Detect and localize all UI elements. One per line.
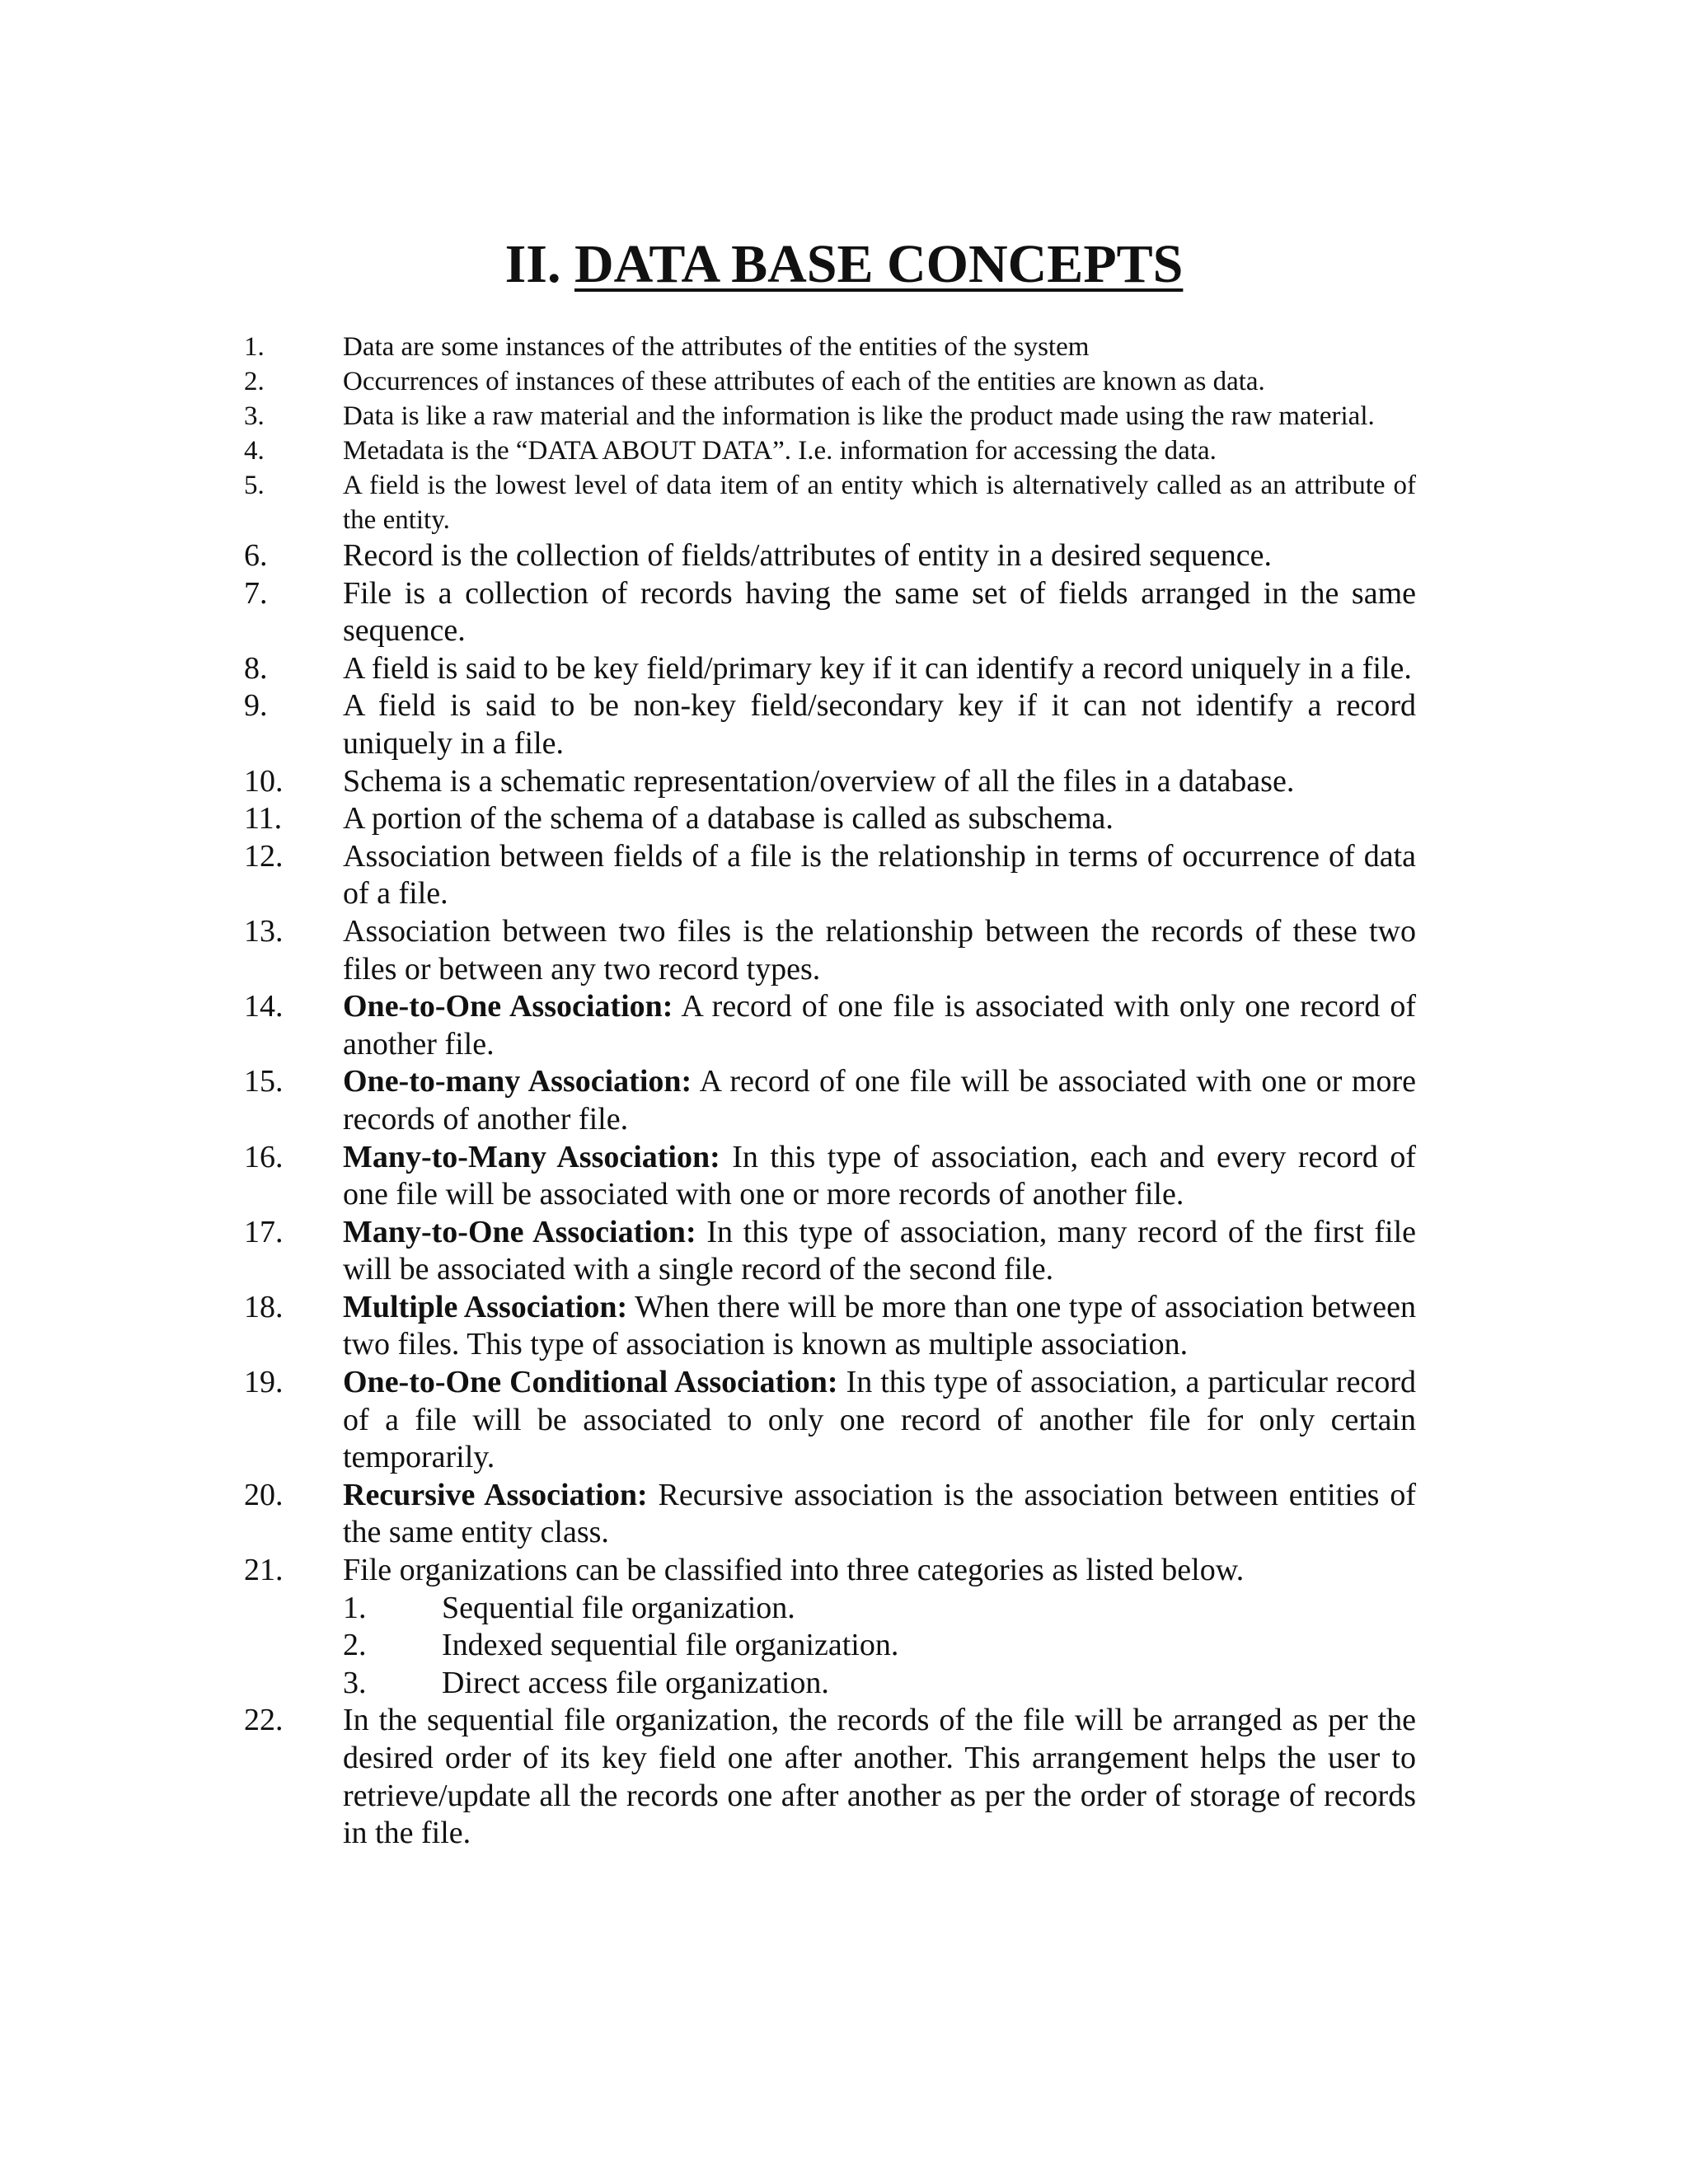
list-item: [0, 364, 1688, 399]
item-text: A portion of the schema of a database is called as subschema.: [343, 801, 1114, 837]
item-text: Metadata is the “DATA ABOUT DATA”. I.e. information for accessing the data.: [343, 436, 1217, 466]
item-text: [343, 1364, 1416, 1477]
list-item: [0, 537, 1688, 575]
item-text: [343, 1214, 1416, 1289]
list-item: [0, 399, 1688, 434]
item-term: Multiple Association:: [343, 1289, 628, 1324]
nested-list-wrapper: [0, 1590, 1688, 1703]
subitem-text: Sequential file organization.: [442, 1590, 795, 1625]
list-item: [0, 330, 1688, 364]
item-term: Recursive Association:: [343, 1477, 648, 1512]
list-item: [0, 434, 1688, 468]
item-text: Association between fields of a file is the relationship in terms of occurrence of data of a file.: [343, 838, 1416, 912]
subitem-text: Indexed sequential file organization.: [442, 1628, 899, 1663]
item-number: 15.: [244, 1064, 284, 1099]
item-text: File is a collection of records having the same set of fields arranged in the same sequence.: [343, 575, 1416, 649]
list-item: [0, 1289, 1688, 1364]
sublist-item: [0, 1627, 1688, 1665]
item-text: [343, 1063, 1416, 1138]
item-text: Occurrences of instances of these attributes of each of the entities are known as data.: [343, 367, 1265, 396]
list-item: [0, 988, 1688, 1063]
item-number: 4.: [244, 436, 265, 466]
item-number: 13.: [244, 913, 284, 949]
page-title: [0, 227, 1688, 302]
item-number: 9.: [244, 688, 268, 724]
list-item: [0, 1702, 1688, 1852]
item-number: 8.: [244, 650, 268, 686]
item-text: [343, 1289, 1416, 1364]
item-number: 6.: [244, 538, 268, 573]
title-prefix: II.: [504, 234, 574, 294]
title-main: DATA BASE CONCEPTS: [574, 234, 1184, 294]
item-number: 3.: [244, 401, 265, 431]
list-item: [0, 575, 1688, 650]
item-text: File organizations can be classified into three categories as listed below.: [343, 1553, 1245, 1588]
item-text: In the sequential file organization, the records of the file will be arranged as per the desired order of its key field one after another. This arrangement helps the user to retrieve/update all the records one after another as per the order of storage of records in the file.: [343, 1703, 1416, 1851]
item-number: 17.: [244, 1214, 284, 1249]
item-definition: A record of one file is associated with only one record of another file.: [343, 989, 1416, 1062]
item-term: One-to-many Association:: [343, 1064, 692, 1099]
item-number: 22.: [244, 1703, 284, 1738]
item-definition: In this type of association, a particular record of a file will be associated to only one record of another file for only certain temporarily.: [343, 1365, 1416, 1475]
item-definition: In this type of association, many record of the first file will be associated with a single record of the second file.: [343, 1214, 1417, 1287]
item-text: Data are some instances of the attributes of the entities of the system: [343, 332, 1090, 362]
list-item: [0, 1552, 1688, 1590]
item-number: 18.: [244, 1289, 284, 1324]
item-number: 11.: [244, 801, 283, 837]
list-item: [0, 1364, 1688, 1477]
list-item: [0, 913, 1688, 988]
item-term: One-to-One Conditional Association:: [343, 1365, 838, 1400]
item-text: Data is like a raw material and the information is like the product made using the raw material.: [343, 401, 1375, 431]
item-text: Association between two files is the relationship between the records of these two files or between any two record types.: [343, 913, 1416, 987]
item-number: 10.: [244, 763, 284, 799]
item-number: 14.: [244, 989, 284, 1024]
item-number: 5.: [244, 471, 265, 500]
item-text: Schema is a schematic representation/overview of all the files in a database.: [343, 763, 1295, 799]
list-item: [0, 650, 1688, 688]
list-item: [0, 1139, 1688, 1214]
item-number: 19.: [244, 1365, 284, 1400]
list-item: [0, 468, 1688, 537]
list-item: [0, 1477, 1688, 1552]
list-item: [0, 1063, 1688, 1138]
item-term: Many-to-Many Association:: [343, 1139, 720, 1174]
subitem-text: Direct access file organization.: [442, 1665, 829, 1700]
item-text: A field is the lowest level of data item of an entity which is alternatively called as an attribute of the entity.: [343, 471, 1416, 535]
item-text: Record is the collection of fields/attributes of entity in a desired sequence.: [343, 538, 1272, 573]
item-number: 1.: [244, 332, 265, 362]
list-item: [0, 687, 1688, 762]
item-number: 2.: [244, 367, 265, 396]
list-item: [0, 800, 1688, 838]
list-item: [0, 838, 1688, 913]
item-number: 16.: [244, 1139, 284, 1174]
subitem-number: 1.: [343, 1590, 367, 1625]
list-item: [0, 1214, 1688, 1289]
item-text: A field is said to be non-key field/secondary key if it can not identify a record uniquely in a file.: [343, 688, 1416, 761]
item-number: 12.: [244, 838, 284, 874]
subitem-number: 2.: [343, 1628, 367, 1663]
item-definition: In this type of association, each and every record of one file will be associated with one or more records of another file.: [343, 1139, 1416, 1212]
item-number: 21.: [244, 1553, 284, 1588]
item-text: [343, 988, 1416, 1063]
item-text: [343, 1477, 1416, 1552]
item-term: One-to-One Association:: [343, 989, 673, 1024]
sublist-item: [0, 1665, 1688, 1703]
item-term: Many-to-One Association:: [343, 1214, 696, 1249]
item-number: 7.: [244, 575, 268, 611]
file-organization-sublist: [0, 1590, 1688, 1703]
list-item: [0, 763, 1688, 801]
item-definition: A record of one file will be associated with one or more records of another file.: [343, 1064, 1416, 1137]
subitem-number: 3.: [343, 1665, 367, 1700]
item-text: A field is said to be key field/primary key if it can identify a record uniquely in a file.: [343, 650, 1412, 686]
item-number: 20.: [244, 1477, 284, 1512]
item-definition: When there will be more than one type of association between two files. This type of association is known as multiple association.: [343, 1289, 1416, 1362]
item-definition: Recursive association is the association between entities of the same entity class.: [343, 1477, 1416, 1550]
sublist-item: [0, 1590, 1688, 1628]
concept-list: [0, 330, 1688, 1853]
item-text: [343, 1139, 1416, 1214]
